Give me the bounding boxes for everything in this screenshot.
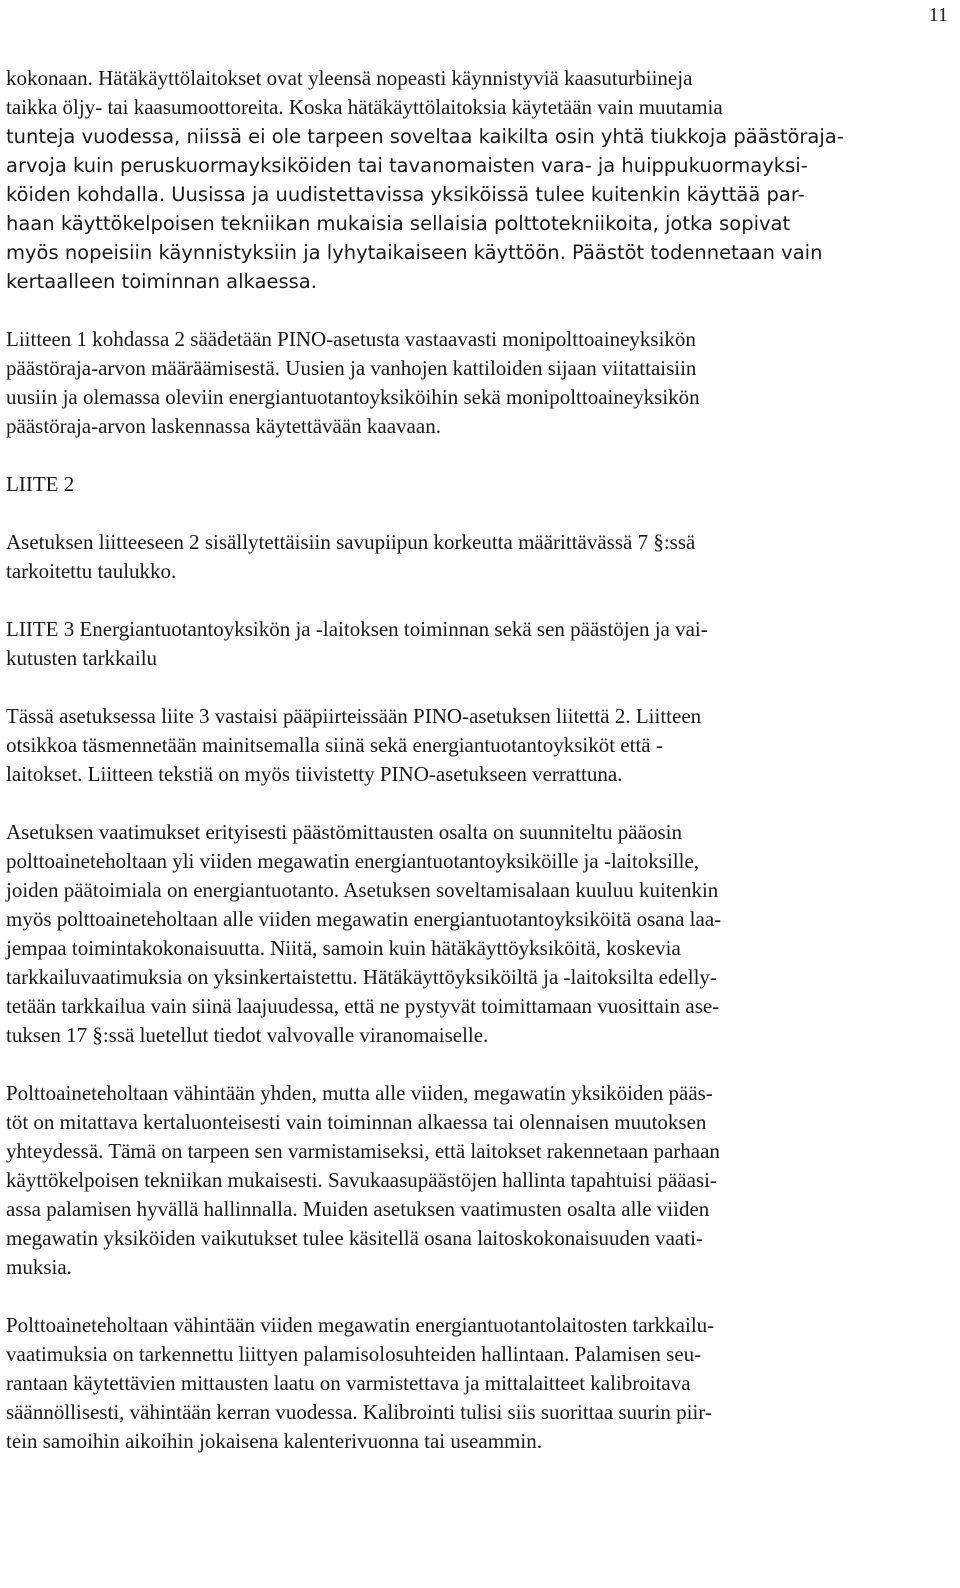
text-line: muksia.	[6, 1255, 72, 1279]
text-line: joiden päätoimiala on energiantuotanto. Asetuksen soveltamisalaan kuuluu kuitenkin	[6, 878, 719, 902]
paragraph-spacer	[6, 789, 946, 818]
text-line: myös nopeisiin käynnistyksiin ja lyhytaikaiseen käyttöön. Päästöt todennetaan vain	[6, 241, 823, 264]
paragraph-p2	[6, 325, 946, 441]
text-line: köiden kohdalla. Uusissa ja uudistettavissa yksiköissä tulee kuitenkin käyttää par-	[6, 183, 805, 206]
text-line: LIITE 2	[6, 472, 75, 496]
paragraph-p9	[6, 1311, 946, 1456]
text-line: tuksen 17 §:ssä luetellut tiedot valvovalle viranomaiselle.	[6, 1023, 489, 1047]
text-line: kokonaan. Hätäkäyttölaitokset ovat yleensä nopeasti käynnistyviä kaasuturbiineja	[6, 66, 693, 90]
paragraph-spacer	[6, 586, 946, 615]
document-body	[6, 64, 946, 1456]
text-line: Asetuksen vaatimukset erityisesti päästömittausten osalta on suunniteltu pääosin	[6, 820, 682, 844]
page-number: 11	[928, 4, 948, 26]
text-line: taikka öljy- tai kaasumoottoreita. Koska hätäkäyttölaitoksia käytetään vain muutamia	[6, 95, 723, 119]
text-line: päästöraja-arvon määräämisestä. Uusien ja vanhojen kattiloiden sijaan viitattaisiin	[6, 356, 697, 380]
text-line: päästöraja-arvon laskennassa käytettävään kaavaan.	[6, 414, 441, 438]
text-line: vaatimuksia on tarkennettu liittyen palamisolosuhteiden hallintaan. Palamisen seu-	[6, 1342, 702, 1366]
paragraph-spacer	[6, 1282, 946, 1311]
paragraph-spacer	[6, 673, 946, 702]
text-line: haan käyttökelpoisen tekniikan mukaisia sellaisia polttotekniikoita, jotka sopivat	[6, 212, 791, 235]
text-line: Tässä asetuksessa liite 3 vastaisi pääpiirteissään PINO-asetuksen liitettä 2. Liitteen	[6, 704, 702, 728]
text-line: yhteydessä. Tämä on tarpeen sen varmistamiseksi, että laitokset rakennetaan parhaan	[6, 1139, 720, 1163]
text-line: tein samoihin aikoihin jokaisena kalenterivuonna tai useammin.	[6, 1429, 542, 1453]
paragraph-p6	[6, 702, 946, 789]
text-line: kutusten tarkkailu	[6, 646, 158, 670]
paragraph-p5	[6, 615, 946, 673]
text-line: Polttoaineteholtaan vähintään yhden, mutta alle viiden, megawatin yksiköiden pääs-	[6, 1081, 713, 1105]
text-line: käyttökelpoisen tekniikan mukaisesti. Savukaasupäästöjen hallinta tapahtuisi pääasi-	[6, 1168, 717, 1192]
text-line: Polttoaineteholtaan vähintään viiden megawatin energiantuotantolaitosten tarkkailu-	[6, 1313, 715, 1337]
text-line: tarkkailuvaatimuksia on yksinkertaistettu. Hätäkäyttöyksiköiltä ja -laitoksilta edelly-	[6, 965, 717, 989]
text-line: säännöllisesti, vähintään kerran vuodessa. Kalibrointi tulisi siis suorittaa suurin piir-	[6, 1400, 712, 1424]
paragraph-p1	[6, 64, 946, 296]
text-line: rantaan käytettävien mittausten laatu on varmistettava ja mittalaitteet kalibroitava	[6, 1371, 691, 1395]
text-line: LIITE 3 Energiantuotantoyksikön ja -laitoksen toiminnan sekä sen päästöjen ja vai-	[6, 617, 708, 641]
text-line: myös polttoaineteholtaan alle viiden megawatin energiantuotantoyksiköitä osana laa-	[6, 907, 722, 931]
text-line: tunteja vuodessa, niissä ei ole tarpeen soveltaa kaikilta osin yhtä tiukkoja päästöraja-	[6, 125, 844, 148]
text-line: kertaalleen toiminnan alkaessa.	[6, 270, 317, 293]
text-line: uusiin ja olemassa oleviin energiantuotantoyksiköihin sekä monipolttoaineyksikön	[6, 385, 700, 409]
text-line: töt on mitattava kertaluonteisesti vain toiminnan alkaessa tai olennaisen muutoksen	[6, 1110, 707, 1134]
paragraph-p8	[6, 1079, 946, 1282]
text-line: Liitteen 1 kohdassa 2 säädetään PINO-asetusta vastaavasti monipolttoaineyksikön	[6, 327, 696, 351]
paragraph-spacer	[6, 296, 946, 325]
text-line: tarkoitettu taulukko.	[6, 559, 177, 583]
paragraph-spacer	[6, 1050, 946, 1079]
paragraph-spacer	[6, 441, 946, 470]
text-line: jempaa toimintakokonaisuutta. Niitä, samoin kuin hätäkäyttöyksiköitä, koskevia	[6, 936, 681, 960]
text-line: megawatin yksiköiden vaikutukset tulee käsitellä osana laitoskokonaisuuden vaati-	[6, 1226, 703, 1250]
text-line: laitokset. Liitteen tekstiä on myös tiivistetty PINO-asetukseen verrattuna.	[6, 762, 623, 786]
text-line: Asetuksen liitteeseen 2 sisällytettäisiin savupiipun korkeutta määrittävässä 7 §:ssä	[6, 530, 696, 554]
paragraph-p3	[6, 470, 946, 499]
text-line: otsikkoa täsmennetään mainitsemalla siinä sekä energiantuotantoyksiköt että -	[6, 733, 663, 757]
paragraph-p4	[6, 528, 946, 586]
text-line: tetään tarkkailua vain siinä laajuudessa, että ne pystyvät toimittamaan vuosittain ase-	[6, 994, 720, 1018]
text-line: arvoja kuin peruskuormayksiköiden tai tavanomaisten vara- ja huippukuormayksi-	[6, 154, 808, 177]
paragraph-spacer	[6, 499, 946, 528]
text-line: polttoaineteholtaan yli viiden megawatin energiantuotantoyksiköille ja -laitoksille,	[6, 849, 700, 873]
paragraph-p7	[6, 818, 946, 1050]
text-line: assa palamisen hyvällä hallinnalla. Muiden asetuksen vaatimusten osalta alle viiden	[6, 1197, 710, 1221]
